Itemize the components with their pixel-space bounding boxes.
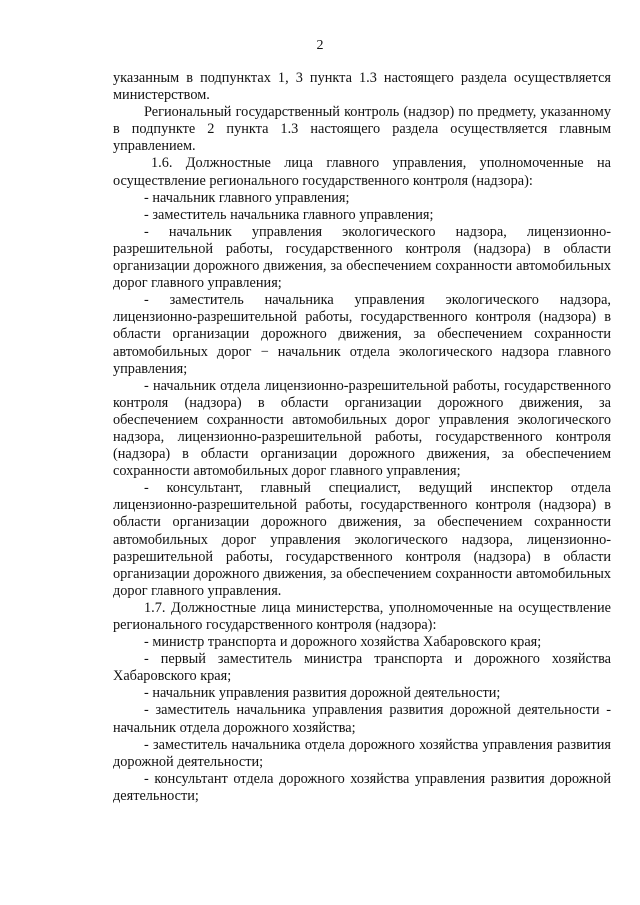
page-number: 2: [316, 38, 324, 53]
list-item-deputy-head-ecological-supervision: - заместитель начальника управления экологического надзора, лицензионно-разрешительной работы, государственного контроля (надзора) в области организации дорожного движения, за обеспечением сохранности автомобильных дорог − начальник отдела экологического надзора главного управления;: [113, 292, 611, 377]
list-item-consultant-specialist-inspector: - консультант, главный специалист, ведущий инспектор отдела лицензионно-разрешительной работы, государственного контроля (надзора) в области организации дорожного движения, за обеспечением сохранности автомобильных дорог управления экологического надзора, лицензионно-разрешительной работы, государственного контроля (надзора) в области организации дорожного движения, за обеспечением сохранности автомобильных дорог главного управления.: [113, 480, 611, 599]
paragraph-1-6-heading: 1.6. Должностные лица главного управления, уполномоченные на осуществление регионального государственного контроля (надзора):: [113, 155, 611, 189]
list-item-deputy-head-road-economy: - заместитель начальника отдела дорожного хозяйства управления развития дорожной деятельности;: [113, 736, 611, 770]
paragraph-1-7-heading: 1.7. Должностные лица министерства, уполномоченные на осуществление регионального государственного контроля (надзора):: [113, 599, 611, 633]
list-item-head-main-directorate: - начальник главного управления;: [144, 189, 350, 206]
list-item-deputy-head-main-directorate: - заместитель начальника главного управления;: [144, 206, 434, 223]
document-body: [113, 70, 611, 805]
list-item-minister: - министр транспорта и дорожного хозяйства Хабаровского края;: [144, 634, 542, 651]
paragraph-regional-control: Региональный государственный контроль (надзор) по предмету, указанному в подпункте 2 пункта 1.3 настоящего раздела осуществляется главным управлением.: [113, 104, 611, 155]
list-item-consultant-road-economy: - консультант отдела дорожного хозяйства управления развития дорожной деятельности;: [113, 770, 611, 804]
list-item-first-deputy-minister: - первый заместитель министра транспорта и дорожного хозяйства Хабаровского края;: [113, 651, 611, 685]
paragraph-continuation: указанным в подпунктах 1, 3 пункта 1.3 настоящего раздела осуществляется министерством.: [113, 70, 611, 104]
list-item-head-ecological-supervision: - начальник управления экологического надзора, лицензионно-разрешительной работы, государственного контроля (надзора) в области организации дорожного движения, за обеспечением сохранности автомобильных дорог главного управления;: [113, 223, 611, 292]
list-item-deputy-head-road-development: - заместитель начальника управления развития дорожной деятельности - начальник отдела дорожного хозяйства;: [113, 702, 611, 736]
list-item-head-licensing-department: - начальник отдела лицензионно-разрешительной работы, государственного контроля (надзора) в области организации дорожного движения, за обеспечением сохранности автомобильных дорог управления экологического надзора, лицензионно-разрешительной работы, государственного контроля (надзора) в области организации дорожного движения, за обеспечением сохранности автомобильных дорог главного управления;: [113, 377, 611, 480]
list-item-head-road-development: - начальник управления развития дорожной деятельности;: [144, 685, 501, 702]
